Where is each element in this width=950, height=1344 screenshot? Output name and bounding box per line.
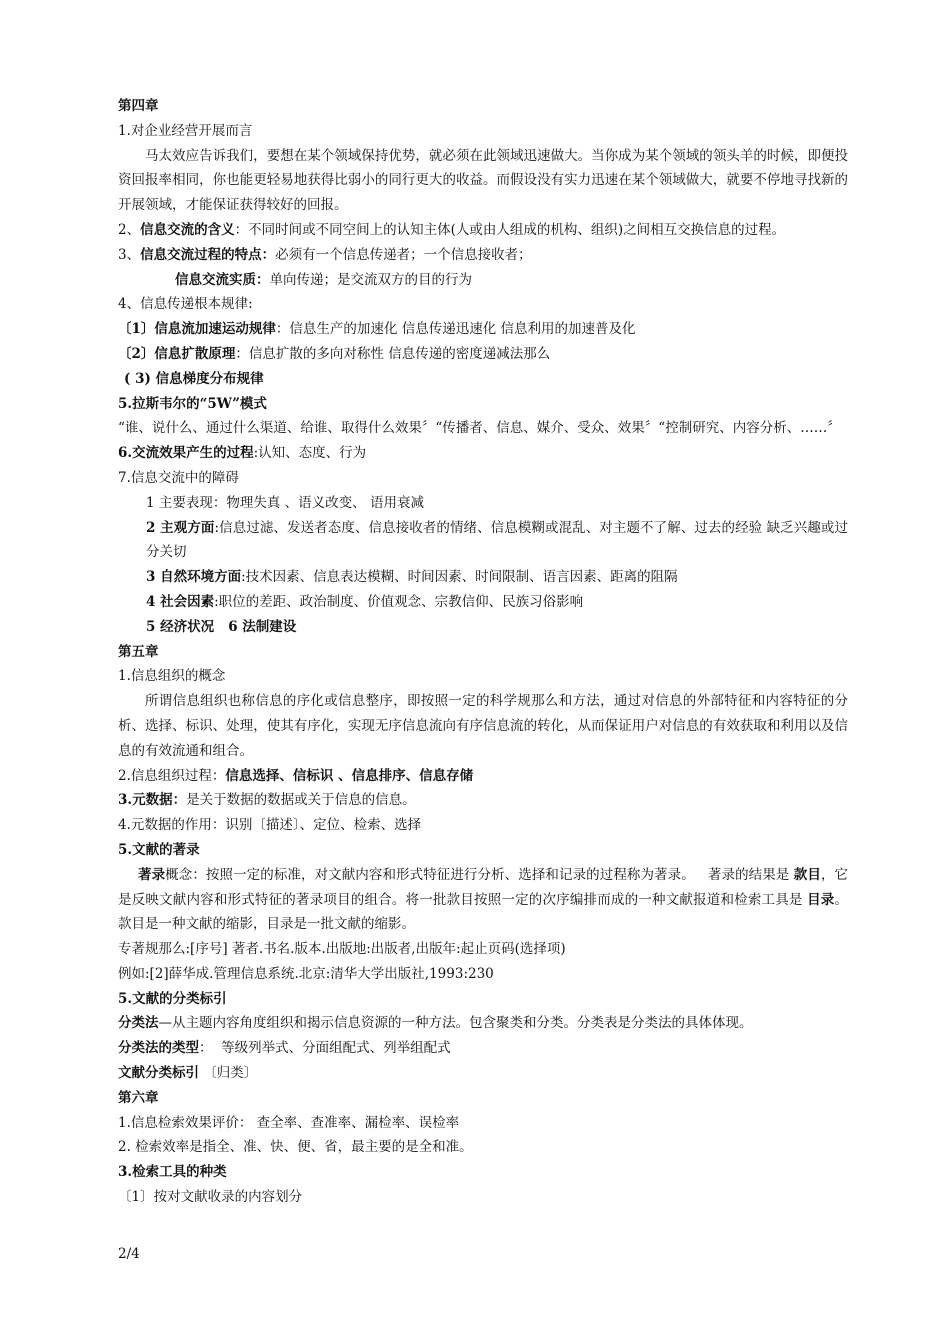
paragraph <box>118 1011 848 1036</box>
list-item: 1 主要表现：物理失真 、语义改变、 语用衰减 <box>146 494 424 511</box>
term: 4 社会因素 <box>146 593 215 610</box>
definition: 单向传递；是交流双方的目的行为 <box>269 271 472 288</box>
definition: :技术因素、信息表达模糊、时间因素、时间限制、语言因素、距离的阻隔 <box>241 569 678 586</box>
definition: —从主题内容角度组织和揭示信息资源的一种方法。包含聚类和分类。分类表是分类法的具体体现。 <box>158 1015 753 1032</box>
definition: 〔归类〕 <box>203 1065 258 1082</box>
paragraph <box>118 788 848 813</box>
definition: 是关于数据的数据或关于信息的信息。 <box>186 792 416 809</box>
paragraph <box>118 1036 848 1061</box>
term: 信息交流的含义 <box>140 221 235 238</box>
paragraph <box>118 268 848 293</box>
chapter-5-title: 第五章 <box>118 643 159 660</box>
paragraph-heading: 1.对企业经营开展而言 <box>118 122 253 139</box>
definition: ：信息生产的加速化 信息传递迅速化 信息利用的加速普及化 <box>275 321 636 338</box>
definition: ：信息扩散的多向对称性 信息传递的密度递减法那么 <box>235 345 551 362</box>
definition: ： 等级列举式、分面组配式、列举组配式 <box>199 1040 451 1057</box>
term: 文献分类标引 <box>118 1065 199 1082</box>
term: 〔1〕信息流加速运动规律 <box>118 321 276 338</box>
definition: :职位的差距、政治制度、价值观念、宗教信仰、民族习俗影响 <box>214 593 584 610</box>
list-item: 〔1〕按对文献收录的内容划分 <box>118 1189 303 1206</box>
text: 。款目是一种文献的缩影，目录是一批文献的缩影。 <box>118 891 848 933</box>
item-number: 3、 <box>118 246 141 263</box>
definition: :信息过滤、发送者态度、信息接收者的情绪、信息模糊或混乱、对主题不了解、过去的经验 缺乏兴趣或过分关切 <box>146 519 848 561</box>
term: 信息交流实质： <box>175 271 270 288</box>
term: 目录 <box>807 891 835 908</box>
paragraph-heading: 3.检索工具的种类 <box>118 1164 227 1181</box>
term: 3.元数据： <box>118 792 187 809</box>
term: 分类法的类型 <box>118 1040 199 1057</box>
definition: 必须有一个信息传递者；一个信息接收者； <box>275 246 532 263</box>
paragraph <box>118 441 848 466</box>
paragraph <box>118 764 848 789</box>
paragraph-heading: 1.信息组织的概念 <box>118 668 226 685</box>
list-item: ( 3) 信息梯度分布规律 <box>124 370 264 387</box>
term: 3 自然环境方面 <box>146 569 242 586</box>
list-item <box>118 516 848 566</box>
paragraph <box>118 1061 848 1086</box>
chapter-4-title: 第四章 <box>118 98 159 114</box>
citation-example: 例如:[2]薛华成.管理信息系统.北京:清华大学出版社,1993:230 <box>118 965 494 982</box>
document-page <box>118 94 848 1210</box>
paragraph-heading: 5.拉斯韦尔的“5W”模式 <box>118 395 267 412</box>
paragraph: 1.信息检索效果评价： 查全率、查准率、漏检率、误检率 <box>118 1114 460 1131</box>
paragraph-body: 马太效应告诉我们，要想在某个领域保持优势，就必须在此领域迅速做大。当你成为某个领域的领头羊的时候，即便投资回报率相同，你也能更轻易地获得比弱小的同行更大的收益。而假设没有实力迅速在某个领域做大，就要不停地寻找新的开展领域，才能保证获得较好的回报。 <box>118 147 848 214</box>
definition: ：不同时间或不同空间上的认知主体(人或由人组成的机构、组织)之间相互交换信息的过程。 <box>234 221 786 238</box>
term: 著录 <box>138 866 166 883</box>
paragraph-body: 所谓信息组织也称信息的序化或信息整序，即按照一定的科学规那么和方法，通过对信息的外部特征和内容特征的分析、选择、标识、处理，使其有序化，实现无序信息流向有序信息流的转化，从而保证用户对信息的有效获取和利用以及信息的有效流通和组合。 <box>118 693 848 759</box>
paragraph-heading: 5.文献的分类标引 <box>118 990 227 1007</box>
citation-rule: 专著规那么:[序号] 著者.书名.版本.出版地:出版者,出版年:起止页码(选择项) <box>118 941 566 958</box>
page-number: 2/4 <box>118 1246 140 1262</box>
list-item <box>118 342 848 367</box>
paragraph-body: “谁、说什么、通过什么渠道、给谁、取得什么效果〞“传播者、信息、媒介、受众、效果〞“控制研究、内容分析、……〞 <box>118 420 841 437</box>
chapter-6-title: 第六章 <box>118 1089 159 1106</box>
text: ，它是反映文献内容和形式特征的著录项目的组合。将一批款目按照一定的次序编排而成的一种文献报道和检索工具是 <box>118 866 849 908</box>
paragraph-heading: 7.信息交流中的障碍 <box>118 469 239 486</box>
term: 信息交流过程的特点： <box>140 246 276 263</box>
paragraph-heading: 5.文献的著录 <box>118 841 200 858</box>
label: 2.信息组织过程： <box>118 767 226 784</box>
item-number: 2、 <box>118 221 141 238</box>
list-item <box>118 590 848 615</box>
paragraph-heading: 4、信息传递根本规律: <box>118 296 253 313</box>
list-item <box>118 565 848 590</box>
term: 信息选择、信标识 、信息排序、信息存储 <box>225 767 474 784</box>
paragraph <box>118 243 848 268</box>
paragraph-body <box>118 863 848 937</box>
paragraph: 4.元数据的作用：识别〔描述〕、定位、检索、选择 <box>118 817 422 834</box>
paragraph <box>118 218 848 243</box>
list-item <box>118 317 848 342</box>
term: 〔2〕信息扩散原理 <box>118 345 236 362</box>
definition: :认知、态度、行为 <box>253 445 367 462</box>
term: 款目 <box>793 866 821 883</box>
term: 分类法 <box>118 1015 159 1032</box>
term: 2 主观方面 <box>146 519 215 536</box>
paragraph: 2. 检索效率是指全、准、快、便、省，最主要的是全和准。 <box>118 1139 473 1156</box>
text: 概念：按照一定的标准，对文献内容和形式特征进行分析、选择和记录的过程称为著录。 著录的结果是 <box>165 866 794 883</box>
term: 6.交流效果产生的过程 <box>118 445 254 462</box>
list-item: 5 经济状况 6 法制建设 <box>146 618 297 635</box>
